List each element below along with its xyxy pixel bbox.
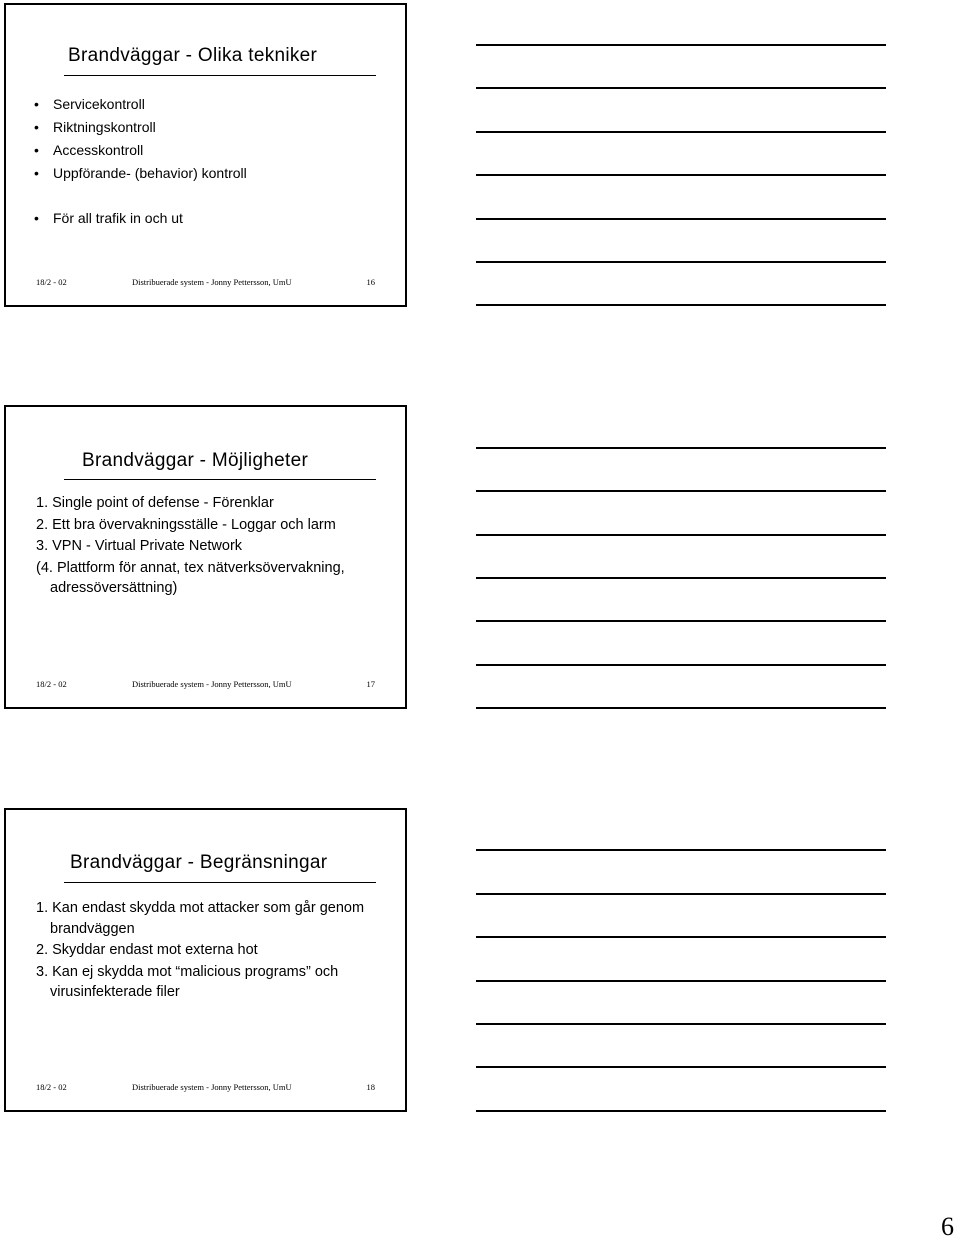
note-line <box>476 980 886 982</box>
note-line <box>476 44 886 46</box>
note-line <box>476 304 886 306</box>
list-item: 1. Single point of defense - Förenklar <box>36 495 274 511</box>
slide-title: Brandväggar - Olika tekniker <box>68 45 318 66</box>
list-item: 3. VPN - Virtual Private Network <box>36 538 243 554</box>
list-item: • Accesskontroll <box>34 139 247 162</box>
slide-title: Brandväggar - Begränsningar <box>70 852 328 873</box>
slide-number: 16 <box>366 277 375 287</box>
slide-18 <box>4 808 407 1112</box>
footer-date: 18/2 - 02 <box>36 277 67 287</box>
list-item: 2. Ett bra övervakningsställe - Loggar och larm <box>36 516 336 533</box>
slide-number: 18 <box>366 1082 375 1092</box>
slide-footer <box>6 679 405 693</box>
note-line <box>476 707 886 709</box>
bullet-icon: • <box>34 96 39 112</box>
note-line <box>476 577 886 579</box>
numbered-list <box>36 493 386 600</box>
list-item: 3. Kan ej skydda mot “malicious programs” och virusinfekterade filer <box>36 963 339 1000</box>
list-item: (4. Plattform för annat, tex nätverksövervakning, adressöversättning) <box>36 559 345 596</box>
list-item: • För all trafik in och ut <box>34 207 247 230</box>
list-item: • Uppförande- (behavior) kontroll <box>34 162 247 185</box>
note-line <box>476 1110 886 1112</box>
footer-source: Distribuerade system - Jonny Pettersson, UmU <box>132 1082 292 1092</box>
bullet-list <box>34 93 247 230</box>
title-underline <box>64 479 376 480</box>
footer-source: Distribuerade system - Jonny Pettersson, UmU <box>132 679 292 689</box>
note-line <box>476 534 886 536</box>
note-line <box>476 620 886 622</box>
note-line <box>476 1023 886 1025</box>
footer-date: 18/2 - 02 <box>36 679 67 689</box>
list-item: 2. Skyddar endast mot externa hot <box>36 942 258 958</box>
slide-footer <box>6 277 405 291</box>
bullet-icon: • <box>34 210 39 226</box>
slide-17 <box>4 405 407 709</box>
note-line <box>476 893 886 895</box>
note-line <box>476 131 886 133</box>
note-line <box>476 447 886 449</box>
slide-16 <box>4 3 407 307</box>
list-item: • Servicekontroll <box>34 93 247 116</box>
note-line <box>476 218 886 220</box>
note-line <box>476 936 886 938</box>
note-line <box>476 490 886 492</box>
note-line <box>476 1066 886 1068</box>
slide-title: Brandväggar - Möjligheter <box>82 450 309 471</box>
bullet-icon: • <box>34 165 39 181</box>
note-line <box>476 87 886 89</box>
note-line <box>476 261 886 263</box>
note-line <box>476 849 886 851</box>
page-number: 6 <box>941 1212 954 1241</box>
note-line <box>476 174 886 176</box>
bullet-icon: • <box>34 119 39 135</box>
numbered-list <box>36 898 386 1004</box>
title-underline <box>64 75 376 76</box>
list-item: 1. Kan endast skydda mot attacker som går genom brandväggen <box>36 900 365 937</box>
bullet-icon: • <box>34 142 39 158</box>
slide-number: 17 <box>366 679 375 689</box>
footer-date: 18/2 - 02 <box>36 1082 67 1092</box>
note-line <box>476 664 886 666</box>
footer-source: Distribuerade system - Jonny Pettersson, UmU <box>132 277 292 287</box>
list-item: • Riktningskontroll <box>34 116 247 139</box>
title-underline <box>64 882 376 883</box>
slide-footer <box>6 1082 405 1096</box>
